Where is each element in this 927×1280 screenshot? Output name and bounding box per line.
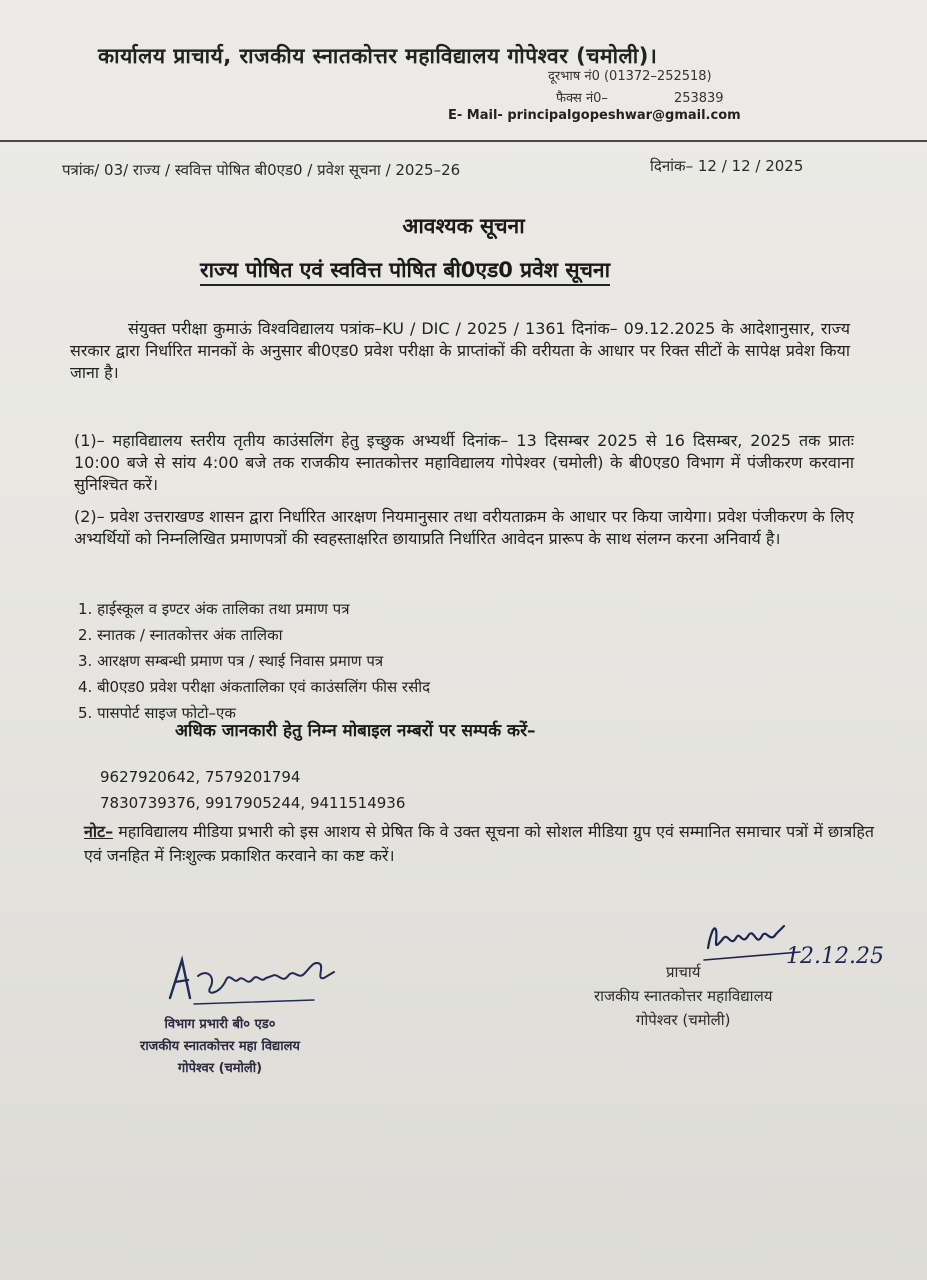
note-text: महाविद्यालय मीडिया प्रभारी को इस आशय से प्रेषित कि वे उक्त सूचना को सोशल मीडिया ग्रुप एवं सम्मानित समाचार पत्रों में छात्रहित एवं जनहित में निःशुल्क प्रकाशित करवाने का कष्ट करें। bbox=[84, 822, 874, 865]
intro-paragraph: संयुक्त परीक्षा कुमाऊं विश्वविद्यालय पत्रांक–KU / DIC / 2025 / 1361 दिनांक– 09.12.2025 के आदेशानुसार, राज्य सरकार द्वारा निर्धारित मानकों के अनुसार बी0एड0 प्रवेश परीक्षा के प्राप्तांकों की वरीयता के आधार पर रिक्त सीटों के सापेक्ष प्रवेश किया जाना है। bbox=[70, 319, 850, 382]
hod-title: विभाग प्रभारी बी० एड० bbox=[164, 1017, 276, 1032]
note-paragraph bbox=[84, 820, 874, 868]
notice-subheading-wrap bbox=[200, 256, 610, 284]
fax-line bbox=[556, 88, 724, 106]
principal-title: प्राचार्य bbox=[665, 963, 701, 981]
point-2: (2)– प्रवेश उत्तराखण्ड शासन द्वारा निर्धारित आरक्षण नियमानुसार तथा वरीयताक्रम के आधार पर किया जायेगा। प्रवेश पंजीकरण के लिए अभ्यर्थियों को निम्नलिखित प्रमाणपत्रों की स्वहस्ताक्षरित छायाप्रति निर्धारित आवेदन प्रारूप के साथ संलग्न करना अनिवार्य है। bbox=[74, 507, 854, 548]
hod-college: राजकीय स्नातकोत्तर महा विद्यालय bbox=[140, 1039, 300, 1054]
list-item: 4. बी0एड0 प्रवेश परीक्षा अंकतालिका एवं काउंसलिंग फीस रसीद bbox=[78, 678, 431, 696]
hod-signature bbox=[164, 950, 354, 1010]
email-address: E- Mail- principalgopeshwar@gmail.com bbox=[448, 108, 741, 123]
notice-heading: आवश्यक सूचना bbox=[402, 214, 525, 238]
contact-heading: अधिक जानकारी हेतु निम्न मोबाइल नम्बरों पर सम्पर्क करें– bbox=[175, 721, 536, 741]
principal-place: गोपेश्वर (चमोली) bbox=[635, 1011, 731, 1029]
hod-sign-block bbox=[140, 1014, 300, 1080]
office-title: कार्यालय प्राचार्य, राजकीय स्नातकोत्तर महाविद्यालय गोपेश्वर (चमोली)। bbox=[98, 44, 658, 68]
phone-number: दूरभाष नं0 (01372–252518) bbox=[548, 69, 712, 84]
phones-line-2: 7830739376, 9917905244, 9411514936 bbox=[100, 794, 406, 812]
principal-college: राजकीय स्नातकोत्तर महाविद्यालय bbox=[594, 987, 773, 1005]
contact-phones bbox=[100, 764, 405, 816]
documents-list bbox=[78, 596, 430, 726]
list-item: 3. आरक्षण सम्बन्धी प्रमाण पत्र / स्थाई निवास प्रमाण पत्र bbox=[78, 652, 384, 670]
signature-date: 12.12.25 bbox=[786, 944, 884, 969]
header-divider bbox=[0, 140, 927, 142]
phones-line-1: 9627920642, 7579201794 bbox=[100, 768, 301, 786]
point-1: (1)– महाविद्यालय स्तरीय तृतीय काउंसलिंग हेतु इच्छुक अभ्यर्थी दिनांक– 13 दिसम्बर 2025 से 16 दिसम्बर, 2025 तक प्रातः 10:00 बजे से सांय 4:00 बजे तक राजकीय स्नातकोत्तर महाविद्यालय गोपेश्वर (चमोली) के बी0एड0 विभाग में पंजीकरण करवाना सुनिश्चित करें। bbox=[74, 431, 854, 494]
fax-number: 253839 bbox=[673, 91, 724, 106]
notice-subheading: राज्य पोषित एवं स्ववित्त पोषित बी0एड0 प्रवेश सूचना bbox=[200, 258, 610, 286]
principal-sign-block bbox=[594, 960, 772, 1032]
list-item: 1. हाईस्कूल व इण्टर अंक तालिका तथा प्रमाण पत्र bbox=[78, 600, 350, 618]
reference-number: पत्रांक/ 03/ राज्य / स्ववित्त पोषित बी0एड0 / प्रवेश सूचना / 2025–26 bbox=[62, 161, 461, 179]
list-item: 2. स्नातक / स्नातकोत्तर अंक तालिका bbox=[78, 626, 283, 644]
issue-date: दिनांक– 12 / 12 / 2025 bbox=[650, 157, 804, 175]
note-label: नोट– bbox=[84, 822, 114, 841]
list-item: 5. पासपोर्ट साइज फोटो–एक bbox=[78, 704, 236, 722]
fax-label: फैक्स नं0– bbox=[556, 91, 608, 106]
hod-place: गोपेश्वर (चमोली) bbox=[177, 1061, 263, 1076]
